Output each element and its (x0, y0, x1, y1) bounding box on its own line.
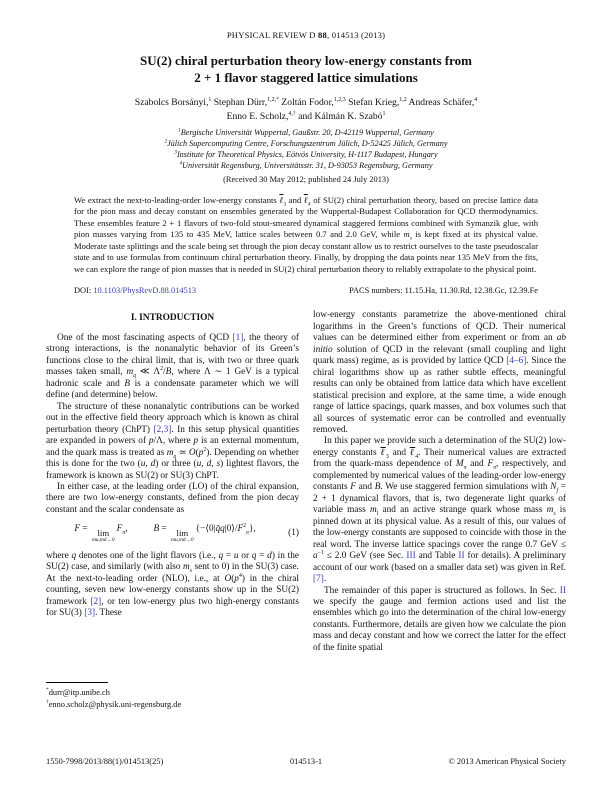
doi-label: DOI: (74, 286, 94, 296)
citation-link[interactable]: † (292, 110, 296, 117)
paragraph: The structure of these nonanalytic contributions can be worked out in the effective field theory approach which is known as chiral perturbation theory (ChPT) [2,3]. In this setup physical quantities are expanded in powers of p/Λ, where p is an external momentum, and the quark mass is treated as $m_q$ ≃ $O(p^2)$. Depending on whether this is done for the two (u, d) or three (u, d, s) lightest flavors, the framework is known as SU(2) or SU(3) ChPT. (46, 401, 299, 481)
citation-link[interactable]: III (406, 551, 416, 562)
citation-link[interactable]: [1] (232, 332, 244, 343)
affiliation-number: 4 (179, 160, 183, 167)
affiliation (46, 160, 566, 171)
footnote-marker: † (46, 698, 49, 705)
doi-pacs-row (74, 286, 538, 295)
affiliation-text: Institute for Theoretical Physics, Eötvös University, H-1117 Budapest, Hungary (176, 150, 438, 160)
copyright-notice: © 2013 American Physical Society (448, 757, 566, 766)
affiliation (46, 127, 566, 138)
section-heading-introduction: I. INTRODUCTION (130, 313, 215, 324)
author-line-1: Szabolcs Borsányi,$^1$ Stephan Dürr,$^{1,2,*}$ Zoltán Fodor,$^{1,2,3}$ Stefan Krieg,$^{1,2}$ Andreas Schäfer,$^4$ (134, 97, 478, 109)
abstract: We extract the next-to-leading-order low-energy constants ℓ$_3$ and ℓ$_4$ of SU(2) chiral perturbation theory, based on precise lattice data for the pion mass and decay constant on ensembles generated by the Wuppertal-Budapest Collaboration for QCD thermodynamics. These ensembles feature 2 + 1 flavors of two-fold stout-smeared dynamical staggered fermions combined with Symanzik glue, with pion masses varying from 135 to 435 MeV, lattice scales between 0.7 and 2.0 GeV, while $m_s$ is kept fixed at its physical value. Moderate taste splittings and the scale being set through the pion decay constant allow us to restrict ourselves to the taste pseudoscalar state and to use formulas from continuum chiral perturbation theory. Finally, by dropping the data points near 135 MeV from the fits, we can explore the range of pion masses that is needed in SU(2) chiral perturbation theory to reliably extrapolate to the physical point. (74, 194, 538, 274)
affiliation (46, 149, 566, 160)
equation-body (46, 524, 284, 543)
affiliation-text: Bergische Universität Wuppertal, Gaußstr. 20, D-42119 Wuppertal, Germany (180, 128, 434, 138)
affiliation-number: 2 (164, 138, 168, 145)
doi-link[interactable]: 10.1103/PhysRevD.88.014513 (93, 286, 197, 296)
limit-operator: lim mu,md→0 (92, 529, 115, 543)
pacs-line: PACS numbers: 11.15.Ha, 11.30.Rd, 12.38.Gc, 12.39.Fe (349, 286, 538, 296)
affiliation (46, 138, 566, 149)
author-list (46, 96, 566, 123)
citation-link[interactable]: II (458, 551, 465, 562)
page-number: 014513-1 (289, 757, 323, 766)
citation-link[interactable]: II (559, 585, 566, 596)
paper-title (46, 53, 566, 86)
affiliation-number: 3 (174, 149, 177, 156)
journal-volume: 88 (318, 30, 328, 40)
paragraph: One of the most fascinating aspects of QCD [1], the theory of strong interactions, is the nonanalytic behavior of its Green’s functions close to the chiral limit, that is, with two or three quark masses taken small, $m_q$ ≪ $\Lambda^2/B$, where Λ ∼ 1 GeV is a typical hadronic scale and B is a condensate parameter which we will define (and determine) below. (46, 332, 299, 401)
footnote-email-link[interactable]: enno.scholz@physik.uni-regensburg.de (48, 699, 182, 709)
journal-header (46, 30, 566, 40)
paragraph: where q denotes one of the light flavors (i.e., q = u or q = d) in the SU(2) case, and similarly (with also $m_s$ sent to 0) in the SU(3) case. At the next-to-leading order (NLO), i.e., at $O(p^4)$ in the chiral counting, seven new low-energy constants show up in the SU(2) framework [2], or ten low-energy plus two high-energy constants for SU(3) [3]. These (46, 550, 299, 618)
citation-link[interactable]: [7] (313, 574, 324, 585)
citation-link[interactable]: [2] (90, 596, 102, 607)
paragraph: In either case, at the leading order (LO) of the chiral expansion, there are two low-energy constants, defined from the pion decay constant and the scalar condensate as (46, 482, 299, 515)
affiliations (46, 127, 566, 186)
author-line-2: Enno E. Scholz,$^{4,\dagger}$ and Kálmán K. Szabó$^1$ (226, 110, 386, 122)
footnote-rule (46, 682, 108, 683)
page-footer (46, 757, 566, 766)
doi-line (74, 286, 196, 295)
issn-codeline: 1550-7998/2013/88(1)/014513(25) (46, 757, 164, 766)
equation-part-a: $F = \lim mu,md\to 0F_\pi$, (74, 524, 127, 543)
right-column (313, 310, 566, 710)
affiliation-text: Jülich Supercomputing Centre, Forschungszentrum Jülich, D-52425 Jülich, Germany (167, 139, 448, 149)
paper-title-line2: 2 + 1 flavor staggered lattice simulations (194, 69, 418, 85)
journal-issue-info: , 014513 (2013) (327, 30, 386, 40)
paragraph: In this paper we provide such a determination of the SU(2) low-energy constants ℓ$_3$ and ℓ$_4$. Their numerical values are extracted from the quark-mass dependence of $M_\pi$ and $F_\pi$, respectively, and complemented by numerical values of the leading-order low-energy constants F and B. We use staggered fermion simulations with $N_f = 2 + 1$ dynamical flavors, that is, two degenerate light quarks of variable mass $m_l$ and an active strange quark whose mass $m_s$ is pinned down at its physical value. As a result of this, our values of the low-energy constants are supposed to coincide with those in the real word. The inverse lattice spacings cover the range 0.7 GeV ≤ $a^{-1} \le 2.0$ GeV (see Sec. III and Table II for details). A preliminary account of our work (based on a smaller data set) was given in Ref. [7]. (313, 436, 567, 585)
left-column (46, 310, 299, 710)
affiliation-text: Universität Regensburg, Universitätsstr. 31, D-93053 Regensburg, Germany (182, 161, 433, 171)
footnote (46, 699, 299, 711)
paragraph: The remainder of this paper is structured as follows. In Sec. II we specify the gauge and fermion actions used and list the ensembles which go into the determination of the chiral low-energy constants. Furthermore, details are given how we calculate the pion mass and decay constant and how we correct the latter for the effect of the finite spatial (313, 585, 566, 653)
received-line: (Received 30 May 2012; published 24 July 2013) (223, 175, 389, 185)
citation-link[interactable]: * (276, 97, 280, 104)
paper-title-line1: SU(2) chiral perturbation theory low-energy constants from (140, 53, 472, 68)
affiliation-number: 1 (178, 127, 181, 134)
two-column-body (46, 310, 566, 710)
footnotes (46, 672, 299, 711)
citation-link[interactable]: [4–6] (506, 356, 527, 367)
equation-1 (46, 524, 299, 543)
paragraph: low-energy constants parametrize the above-mentioned chiral logarithms in the Green’s functions of QCD. Their numerical values can be determined either from experiment or from an ab initio solution of QCD in the relevant (small coupling and light quark mass) regime, as is provided by lattice QCD [4–6]. Since the chiral logarithms show up as rather subtle effects, meaningful results can only be obtained from lattice data which have excellent statistical precision and explore, at the same time, a wide enough range of lattice spacings, quark masses, and box volumes such that all sources of systematic error can be controlled and eventually removed. (313, 310, 566, 435)
limit-operator: lim mu,md→0 (171, 529, 194, 543)
footnote-email-link[interactable]: durr@itp.unibe.ch (48, 687, 110, 697)
journal-name: PHYSICAL REVIEW D (226, 30, 319, 40)
citation-link[interactable]: [2,3] (153, 424, 172, 435)
footnote-marker: * (46, 686, 49, 693)
footnote (46, 687, 299, 699)
equation-number: (1) (288, 528, 299, 539)
citation-link[interactable]: [3] (84, 607, 96, 618)
equation-part-b: $B = \lim mu,md\to 0\{-⟨0|q̄q|0⟩/F^2_\pi\}$, (153, 524, 255, 543)
